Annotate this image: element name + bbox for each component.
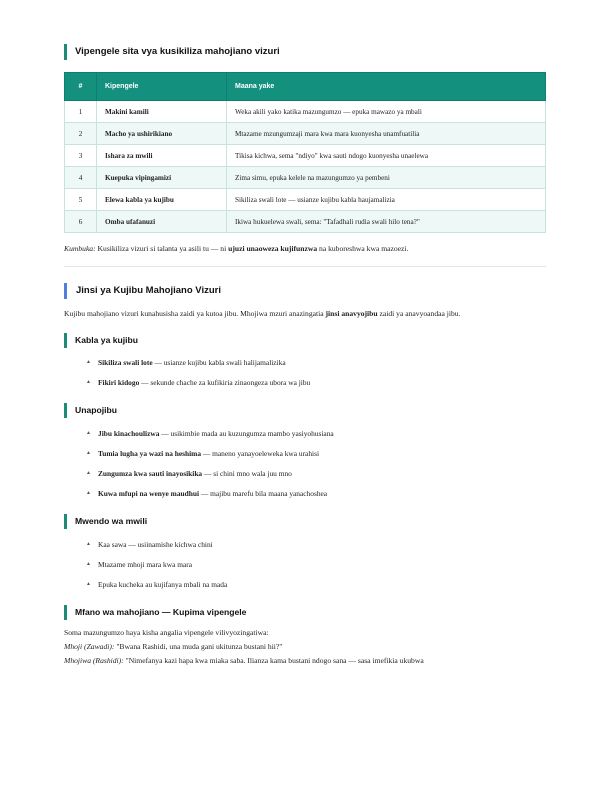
column-header: Maana yake [227, 73, 546, 101]
triangle-bullet-icon: ▲ [86, 542, 91, 547]
listening-table [64, 72, 546, 233]
section-divider [64, 266, 546, 267]
column-header: # [65, 73, 97, 101]
item-bold: Zungumza kwa sauti inayosikika [98, 469, 203, 478]
list-item [86, 555, 546, 575]
row-meaning: Zima simu, epuka kelele na mazungumzo ya pembeni [227, 167, 546, 189]
table-row [65, 189, 546, 211]
triangle-bullet-icon: ▲ [86, 451, 91, 456]
triangle-bullet-icon: ▲ [86, 431, 91, 436]
note-paragraph [64, 243, 546, 255]
item-text: Epuka kucheka au kujifanya mbali na mada [98, 580, 228, 589]
row-name: Macho ya ushirikiano [97, 123, 227, 145]
page-content [64, 44, 546, 668]
dialogue-line [64, 640, 546, 654]
speaker-label: Mhoji (Zawadi): [64, 642, 115, 651]
intro-text: Kujibu mahojiano vizuri kunahusisha zaidi ya kutoa jibu. Mhojiwa mzuri anazingatia [64, 309, 326, 318]
table-row [65, 167, 546, 189]
row-number: 4 [65, 167, 97, 189]
note-text: na kuboreshwa kwa mazoezi. [317, 244, 409, 253]
column-header: Kipengele [97, 73, 227, 101]
item-text: — usikimbie mada au kuzungumza mambo yasiyohusiana [159, 429, 334, 438]
row-meaning: Weka akili yako katika mazungumzo — epuka mawazo ya mbali [227, 101, 546, 123]
subheading-kabla: Kabla ya kujibu [64, 333, 546, 348]
row-number: 1 [65, 101, 97, 123]
note-text: Kusikiliza vizuri si talanta ya asili tu — ni [95, 244, 229, 253]
row-meaning: Ikiwa hukuelewa swali, sema: "Tafadhali rudia swali hilo tena?" [227, 211, 546, 233]
item-bold: Sikiliza swali lote [98, 358, 153, 367]
row-name: Omba ufafanuzi [97, 211, 227, 233]
subheading-unapojibu: Unapojibu [64, 403, 546, 418]
intro-text: zaidi ya anavyoandaa jibu. [377, 309, 461, 318]
item-text: — majibu marefu bila maana yanachoshea [199, 489, 328, 498]
row-name: Ishara za mwili [97, 145, 227, 167]
kabla-list [64, 353, 546, 393]
list-item [86, 464, 546, 484]
row-name: Kuepuka vipingamizi [97, 167, 227, 189]
row-number: 3 [65, 145, 97, 167]
speaker-label: Mhojiwa (Rashidi): [64, 656, 124, 665]
triangle-bullet-icon: ▲ [86, 491, 91, 496]
table-row [65, 101, 546, 123]
row-number: 6 [65, 211, 97, 233]
row-name: Elewa kabla ya kujibu [97, 189, 227, 211]
item-text: Mtazame mhoji mara kwa mara [98, 560, 192, 569]
triangle-bullet-icon: ▲ [86, 582, 91, 587]
list-item [86, 373, 546, 393]
triangle-bullet-icon: ▲ [86, 360, 91, 365]
triangle-bullet-icon: ▲ [86, 471, 91, 476]
mfano-intro: Soma mazungumzo haya kisha angalia vipengele vilivyozingatiwa: [64, 628, 269, 637]
item-bold: Fikiri kidogo [98, 378, 140, 387]
note-emphasis: ujuzi unaoweza kujifunzwa [228, 244, 318, 253]
note-label: Kumbuka: [64, 244, 96, 253]
dialogue-text: "Nimefanya kazi hapa kwa miaka saba. Ilianza kama bustani ndogo sana — sasa imefikia ukubwa [123, 656, 424, 665]
row-meaning: Sikiliza swali lote — usianze kujibu kabla haujamalizia [227, 189, 546, 211]
list-item [86, 484, 546, 504]
row-number: 2 [65, 123, 97, 145]
table-row [65, 123, 546, 145]
unapojibu-list [64, 424, 546, 504]
section-heading: Jinsi ya Kujibu Mahojiano Vizuri [64, 283, 546, 299]
item-text: Kaa sawa — usiinamishe kichwa chini [98, 540, 213, 549]
dialogue-text: "Bwana Rashidi, una muda gani ukitunza bustani hii?" [114, 642, 283, 651]
item-bold: Jibu kinachoulizwa [98, 429, 160, 438]
section-title: Vipengele sita vya kusikiliza mahojiano vizuri [64, 44, 546, 60]
list-item [86, 353, 546, 373]
triangle-bullet-icon: ▲ [86, 562, 91, 567]
table-row [65, 145, 546, 167]
intro-emphasis: jinsi anavyojibu [325, 309, 378, 318]
item-bold: Tumia lugha ya wazi na heshima [98, 449, 202, 458]
triangle-bullet-icon: ▲ [86, 380, 91, 385]
item-text: — sekunde chache za kufikiria zinaongeza ubora wa jibu [139, 378, 311, 387]
row-number: 5 [65, 189, 97, 211]
list-item [86, 575, 546, 595]
table-row [65, 211, 546, 233]
item-text: — maneno yanayoeleweka kwa urahisi [201, 449, 320, 458]
intro-paragraph [64, 306, 546, 321]
item-text: — usianze kujibu kabla swali halijamalizika [152, 358, 286, 367]
list-item [86, 535, 546, 555]
row-meaning: Tikisa kichwa, sema "ndiyo" kwa sauti ndogo kuonyesha unaelewa [227, 145, 546, 167]
list-item [86, 444, 546, 464]
mwendo-list [64, 535, 546, 595]
subheading-mwendo: Mwendo wa mwili [64, 514, 546, 529]
item-text: — si chini mno wala juu mno [202, 469, 292, 478]
table-header-row [65, 73, 546, 101]
subheading-mfano: Mfano wa mahojiano — Kupima vipengele [64, 605, 546, 620]
row-name: Makini kamili [97, 101, 227, 123]
row-meaning: Mtazame mzungumzaji mara kwa mara kuonyesha unamfuatilia [227, 123, 546, 145]
list-item [86, 424, 546, 444]
item-bold: Kuwa mfupi na wenye maudhui [98, 489, 200, 498]
dialogue-line [64, 654, 546, 668]
